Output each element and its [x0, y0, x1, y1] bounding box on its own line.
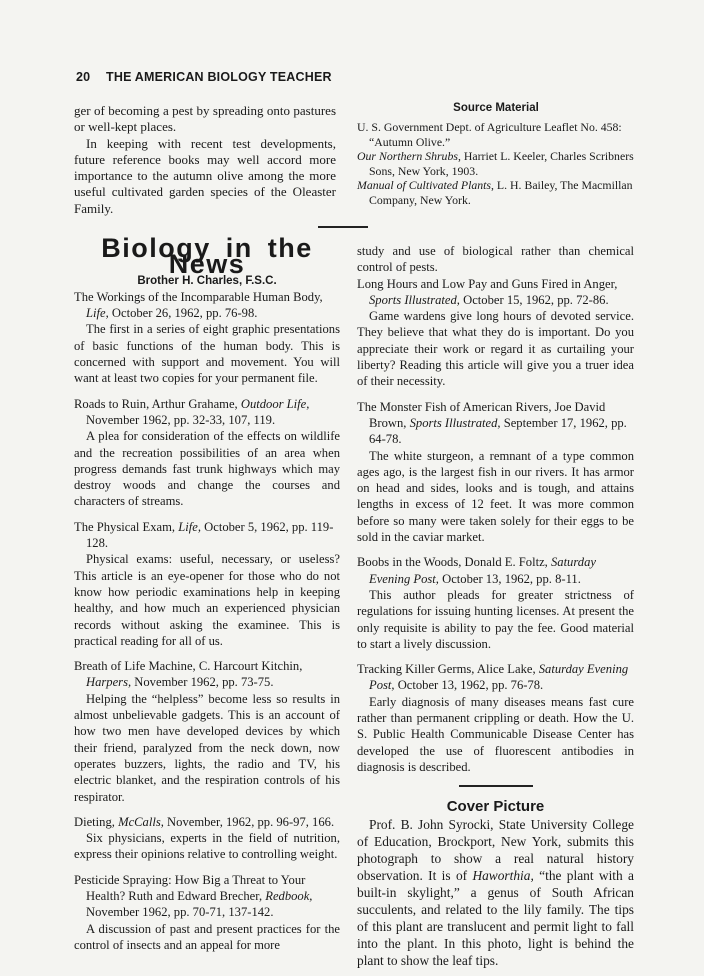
news-entry: [357, 661, 634, 775]
paragraph: ger of becoming a pest by spreading onto pastures or well-kept places.: [74, 103, 336, 135]
news-entry: [74, 396, 340, 510]
entry-citation: Pesticide Spraying: How Big a Threat to Your Health? Ruth and Edward Brecher, Redbook, November 1962, pp. 70-71, 137-142.: [74, 872, 313, 920]
news-entry: [74, 289, 340, 387]
entry-description: A discussion of past and present practices for the control of insects and an appeal for more: [74, 921, 340, 952]
entry-citation: Roads to Ruin, Arthur Grahame, Outdoor Life, November 1962, pp. 32-33, 107, 119.: [74, 396, 310, 427]
source-material: [357, 102, 635, 208]
entry-citation: Long Hours and Low Pay and Guns Fired in Anger, Sports Illustrated, October 15, 1962, pp. 72-86.: [357, 276, 618, 307]
entry-citation: Breath of Life Machine, C. Harcourt Kitchin, Harpers, November 1962, pp. 73-75.: [74, 659, 303, 690]
section-divider: [318, 226, 368, 228]
entry-description: This author pleads for greater strictness of regulations for issuing hunting licenses. At present the only requisite is ability to pay the fee. Good material to start a lively discussion.: [357, 587, 634, 651]
entry-citation: The Physical Exam, Life, October 5, 1962, pp. 119-128.: [74, 519, 334, 551]
right-column: [357, 243, 634, 969]
entry-citation: Tracking Killer Germs, Alice Lake, Saturday Evening Post, October 13, 1962, pp. 76-78.: [357, 662, 629, 693]
source-title: Our Northern Shrubs: [357, 149, 458, 164]
article-byline: Brother H. Charles, F.S.C.: [137, 274, 277, 287]
entry-description: A plea for consideration of the effects on wildlife and the recreation possibilities of an area when progress demands fast trunk highways which may destroy woods and change the courses and characters of streams.: [74, 429, 340, 509]
source-item: [357, 178, 635, 207]
source-item: U. S. Government Dept. of Agriculture Leaflet No. 458: “Autumn Olive.”: [357, 120, 622, 149]
cover-picture-heading: Cover Picture: [446, 798, 545, 816]
page-number: 20: [76, 70, 91, 84]
entry-description: The first in a series of eight graphic presentations of basic functions of the human body. This is concerned with support and movement. You will want at least two copies for your permanent file.: [74, 322, 340, 386]
entry-citation: The Monster Fish of American Rivers, Joe David Brown, Sports Illustrated, September 17, 1962, pp. 64-78.: [357, 399, 627, 447]
entry-description: Game wardens give long hours of devoted service. They believe that what they do is important. Do you appreciate their work or regard it as curtailing your liberty? Reading this article will give you a truer idea of their necessity.: [357, 309, 634, 389]
journal-title: THE AMERICAN BIOLOGY TEACHER: [106, 70, 332, 84]
continued-text: study and use of biological rather than chemical control of pests.: [357, 244, 634, 275]
news-entry: [357, 554, 634, 652]
top-left-continuation: [74, 103, 336, 217]
news-entry: [357, 399, 634, 546]
entry-description: Physical exams: useful, necessary, or useless? This article is an eye-opener for those who do not know how periodic examinations help in keeping healthy, and how much an experienced physician records without asking the examinee. This is practical reading for all of us.: [74, 552, 340, 648]
source-material-heading: Source Material: [453, 102, 539, 114]
running-header: [76, 70, 332, 84]
entry-description: The white sturgeon, a remnant of a type common ages ago, is the largest fish in our rivers. It has armor on head and sides, looks and is tough, and attains lengths in excess of 12 feet. It was more common before so many were taken solely for their eggs to be sold in the caviar market.: [357, 448, 634, 545]
source-item: [357, 149, 635, 178]
news-entry: [74, 814, 340, 863]
entry-citation: Dieting, McCalls, November, 1962, pp. 96-97, 166.: [74, 814, 335, 829]
right-entries: [357, 276, 634, 776]
entry-citation: The Workings of the Incomparable Human Body, Life, October 26, 1962, pp. 76-98.: [74, 289, 323, 321]
news-entry: [74, 658, 340, 805]
entry-description: Six physicians, experts in the field of nutrition, express their opinions relative to controlling weight.: [74, 831, 340, 862]
cover-picture-text: Prof. B. John Syrocki, State University College of Education, Brockport, New York, submits this photograph to show a real natural history observation. It is of Haworthia, “the plant with a built-in skylight,” a genus of South African succulents, and related to the lily family. The tips of this plant are translucent and permit light to fall into the plant. In this photo, light is behind the plant to show the leaf tips.: [357, 816, 634, 968]
left-column: [74, 233, 340, 962]
article-title: Biology in the News: [101, 233, 313, 280]
entry-description: Helping the “helpless” become less so results in almost unbelievable gadgets. This is an account of how two men have developed devices by which their friend, paralyzed from the neck down, now operates buzzers, lights, the radio and TV, his electric blanket, and the respiration controls of his respirator.: [74, 691, 340, 804]
left-entries: [74, 289, 340, 953]
news-entry: [74, 872, 340, 953]
source-rest: , L. H. Bailey, The Macmillan Company, New York.: [369, 178, 633, 207]
entry-description: Early diagnosis of many diseases means fast cure rather than permanent crippling or death. How the U. S. Public Health Communicable Disease Center has developed the use of fluorescent antibodies in diagnosis is described.: [357, 694, 634, 774]
entry-citation: Boobs in the Woods, Donald E. Foltz, Saturday Evening Post, October 13, 1962, pp. 8-11.: [357, 555, 596, 586]
cover-divider: [459, 785, 533, 787]
source-rest: , Harriet L. Keeler, Charles Scribners Sons, New York, 1903.: [369, 149, 634, 178]
paragraph: In keeping with recent test developments, future reference books may well accord more importance to the autumn olive among the more useful cultivated garden species of the Oleaster Family.: [74, 135, 336, 216]
source-title: Manual of Cultivated Plants: [357, 178, 492, 193]
news-entry: [74, 519, 340, 649]
news-entry: [357, 276, 634, 390]
